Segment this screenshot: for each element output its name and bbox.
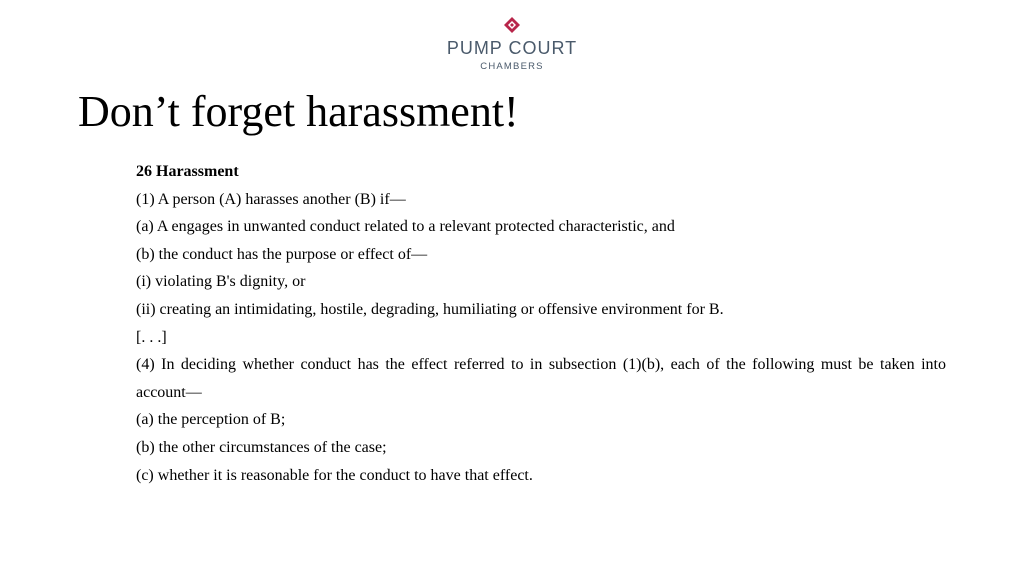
paragraph-4b: (b) the other circumstances of the case;	[136, 438, 387, 456]
subparagraph-i: (i) violating B's dignity, or	[136, 273, 306, 291]
slide-title: Don’t forget harassment!	[78, 87, 519, 136]
omission-marker: [. . .]	[136, 328, 167, 346]
paragraph-4c: (c) whether it is reasonable for the conduct to have that effect.	[136, 466, 533, 484]
logo-subtitle: CHAMBERS	[480, 61, 544, 72]
subsection-4: (4) In deciding whether conduct has the effect referred to in subsection (1)(b), each of the following must be taken into account—	[136, 356, 946, 401]
paragraph-1a: (a) A engages in unwanted conduct related to a relevant protected characteristic, and	[136, 218, 675, 236]
subparagraph-ii: (ii) creating an intimidating, hostile, degrading, humiliating or offensive environment for B.	[136, 300, 724, 318]
pump-court-logo	[0, 16, 1024, 74]
section-heading: 26 Harassment	[136, 163, 239, 180]
statute-text	[136, 158, 946, 489]
paragraph-1b: (b) the conduct has the purpose or effect of—	[136, 245, 428, 263]
diamond-logo-icon	[498, 16, 526, 34]
logo-name: PUMP COURT	[446, 38, 578, 58]
subsection-1: (1) A person (A) harasses another (B) if—	[136, 190, 406, 208]
paragraph-4a: (a) the perception of B;	[136, 411, 286, 429]
